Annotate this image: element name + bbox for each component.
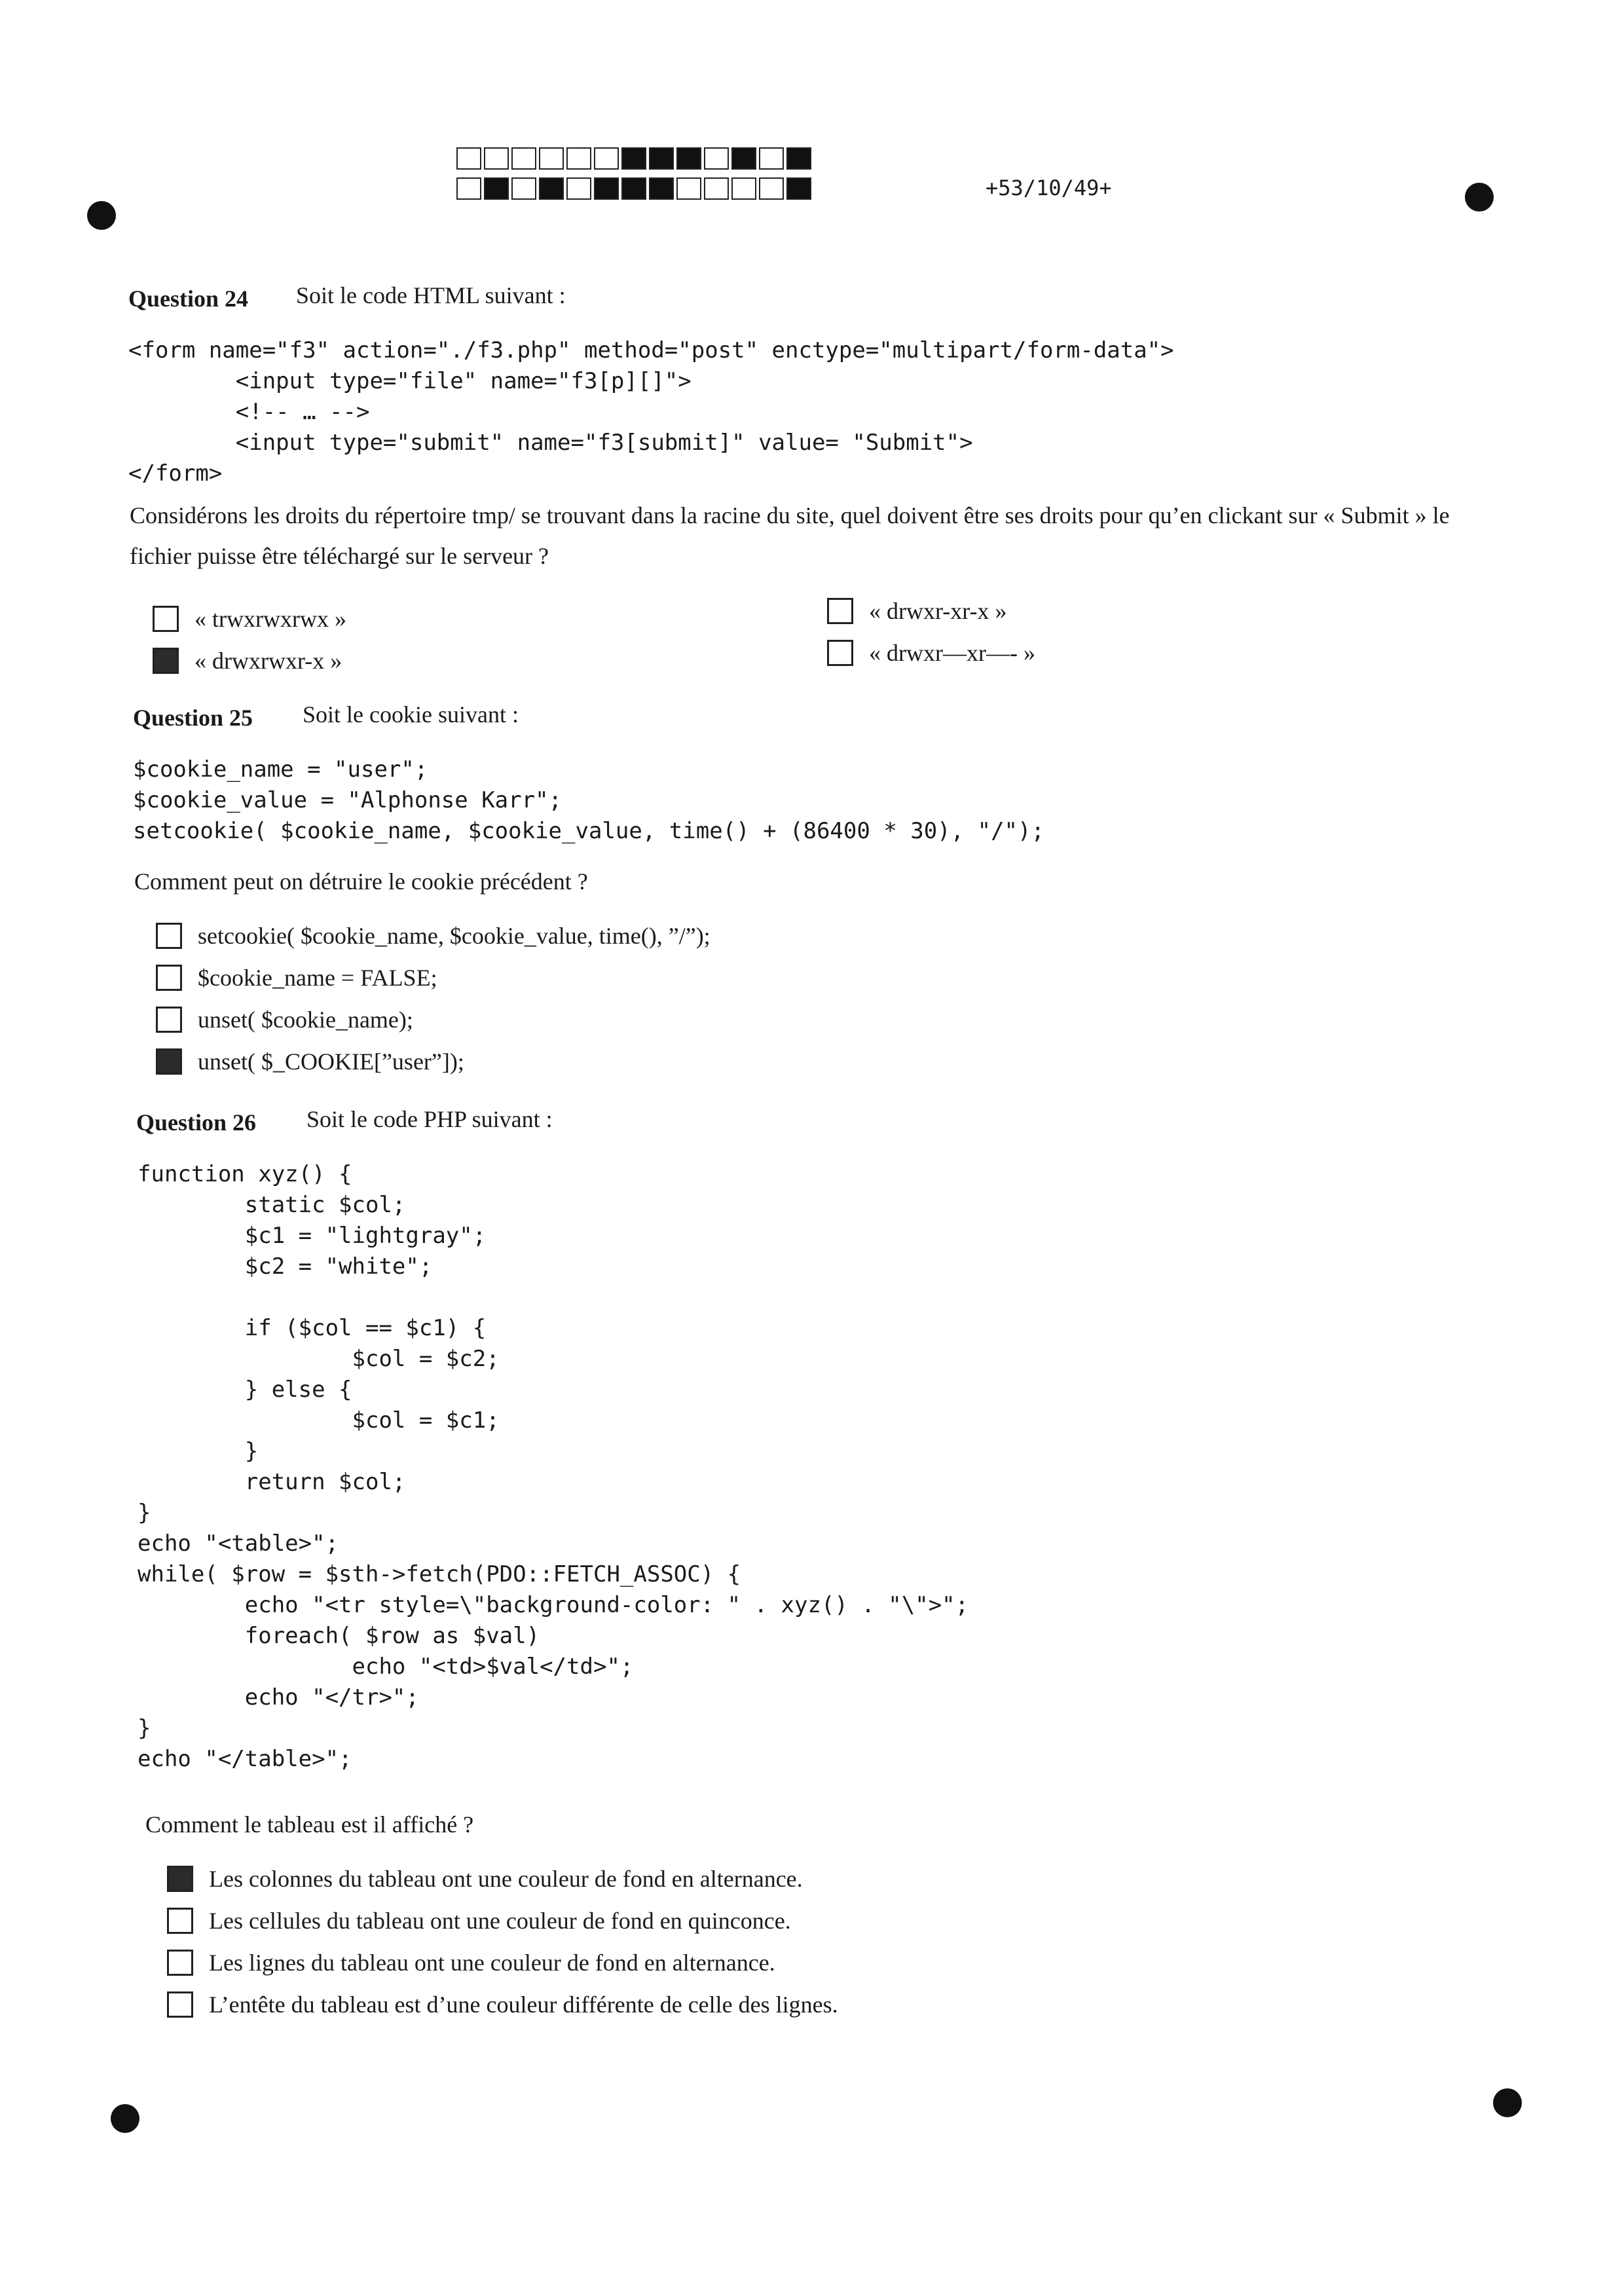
option-label: L’entête du tableau est d’une couleur différente de celle des lignes. [209, 1991, 838, 2018]
q25-option-4[interactable] [156, 1048, 464, 1075]
q25-option-2[interactable] [156, 964, 437, 991]
registration-mark-top-left [87, 201, 116, 230]
q24-option-1[interactable] [153, 605, 346, 633]
q26-label: Question 26 [136, 1109, 257, 1136]
checkbox[interactable] [167, 1950, 193, 1976]
barcode-cell [566, 177, 591, 200]
barcode-cell [456, 147, 481, 170]
checkbox[interactable] [156, 923, 182, 949]
option-label: $cookie_name = FALSE; [198, 965, 437, 991]
barcode-cell [649, 147, 674, 170]
barcode-cell [539, 177, 564, 200]
option-label: « drwxr—xr—- » [869, 640, 1035, 666]
checkbox[interactable] [156, 1007, 182, 1033]
q24-text: Considérons les droits du répertoire tmp/ se trouvant dans la racine du site, quel doivent être ses droits pour qu’en clickant sur « Submit » le fichier puisse être téléchargé sur le serveur ? [130, 502, 1450, 569]
q24-option-3[interactable] [827, 597, 1007, 625]
checkbox[interactable] [156, 1048, 182, 1075]
q26-option-4[interactable] [167, 1991, 838, 2018]
barcode-row-1 [456, 147, 814, 170]
barcode-cell [676, 147, 701, 170]
q26-text: Comment le tableau est il affiché ? [145, 1811, 474, 1838]
registration-mark-top-right [1465, 183, 1494, 212]
option-label: Les colonnes du tableau ont une couleur de fond en alternance. [209, 1866, 803, 1892]
barcode-cell [511, 177, 536, 200]
q26-option-1[interactable] [167, 1865, 803, 1893]
q24-intro: Soit le code HTML suivant : [296, 282, 566, 308]
q25-option-1[interactable] [156, 922, 710, 950]
barcode-cell [456, 177, 481, 200]
barcode-cell [731, 147, 756, 170]
barcode-cell [759, 147, 784, 170]
barcode-cell [511, 147, 536, 170]
q25-code: $cookie_name = "user"; $cookie_value = "Alphonse Karr"; setcookie( $cookie_name, $cookie_value, time() + (86400 * 30), "/"); [133, 756, 1044, 844]
checkbox[interactable] [827, 640, 853, 666]
option-label: Les cellules du tableau ont une couleur de fond en quinconce. [209, 1908, 791, 1934]
barcode-cell [649, 177, 674, 200]
q25-text: Comment peut on détruire le cookie précédent ? [134, 868, 588, 895]
q24-option-4[interactable] [827, 639, 1035, 667]
barcode-cell [786, 147, 811, 170]
registration-mark-bottom-right [1493, 2088, 1522, 2117]
option-label: setcookie( $cookie_name, $cookie_value, time(), ”/”); [198, 923, 710, 949]
option-label: « trwxrwxrwx » [194, 606, 346, 632]
q24-code: <form name="f3" action="./f3.php" method="post" enctype="multipart/form-data"> <input type="file" name="f3[p][]"> <!-- … --> <input type="submit" name="f3[submit]" value= "Submit"> </form> [128, 337, 1174, 487]
barcode-cell [621, 147, 646, 170]
checkbox[interactable] [827, 598, 853, 624]
checkbox[interactable] [153, 648, 179, 674]
option-label: unset( $cookie_name); [198, 1007, 413, 1033]
barcode-row-2 [456, 177, 814, 200]
q24-option-2[interactable] [153, 647, 342, 675]
option-label: « drwxr-xr-x » [869, 598, 1007, 624]
barcode-cell [786, 177, 811, 200]
barcode-cell [484, 177, 509, 200]
q25-intro: Soit le cookie suivant : [303, 701, 519, 728]
barcode-cell [731, 177, 756, 200]
q24-label: Question 24 [128, 286, 249, 312]
barcode-cell [594, 147, 619, 170]
checkbox[interactable] [167, 1866, 193, 1892]
barcode-cell [759, 177, 784, 200]
checkbox[interactable] [156, 965, 182, 991]
q26-option-3[interactable] [167, 1949, 775, 1976]
barcode-cell [704, 177, 729, 200]
registration-mark-bottom-left [111, 2104, 139, 2133]
checkbox[interactable] [167, 1908, 193, 1934]
q26-code: function xyz() { static $col; $c1 = "lightgray"; $c2 = "white"; if ($col == $c1) { $col = $c2; } else { $col = $c1; } return $col; } echo "<table>"; while( $row = $sth->fetch(PDO::FETCH_ASSOC) { echo "<tr style=\"background-color: " . xyz() . "\">"; foreach( $row as $val) echo "<td>$val</td>"; echo "</tr>"; } echo "</table>"; [138, 1161, 969, 1772]
barcode-cell [484, 147, 509, 170]
barcode-cell [566, 147, 591, 170]
q26-intro: Soit le code PHP suivant : [306, 1106, 553, 1132]
q25-option-3[interactable] [156, 1006, 413, 1033]
checkbox[interactable] [167, 1991, 193, 2018]
barcode-cell [539, 147, 564, 170]
barcode-cell [704, 147, 729, 170]
option-label: unset( $_COOKIE[”user”]); [198, 1048, 464, 1075]
page-code: +53/10/49+ [986, 176, 1112, 200]
checkbox[interactable] [153, 606, 179, 632]
barcode-cell [676, 177, 701, 200]
q25-label: Question 25 [133, 705, 253, 731]
barcode-cell [594, 177, 619, 200]
barcode-cell [621, 177, 646, 200]
option-label: « drwxrwxr-x » [194, 648, 342, 674]
q26-option-2[interactable] [167, 1907, 791, 1935]
option-label: Les lignes du tableau ont une couleur de fond en alternance. [209, 1950, 775, 1976]
